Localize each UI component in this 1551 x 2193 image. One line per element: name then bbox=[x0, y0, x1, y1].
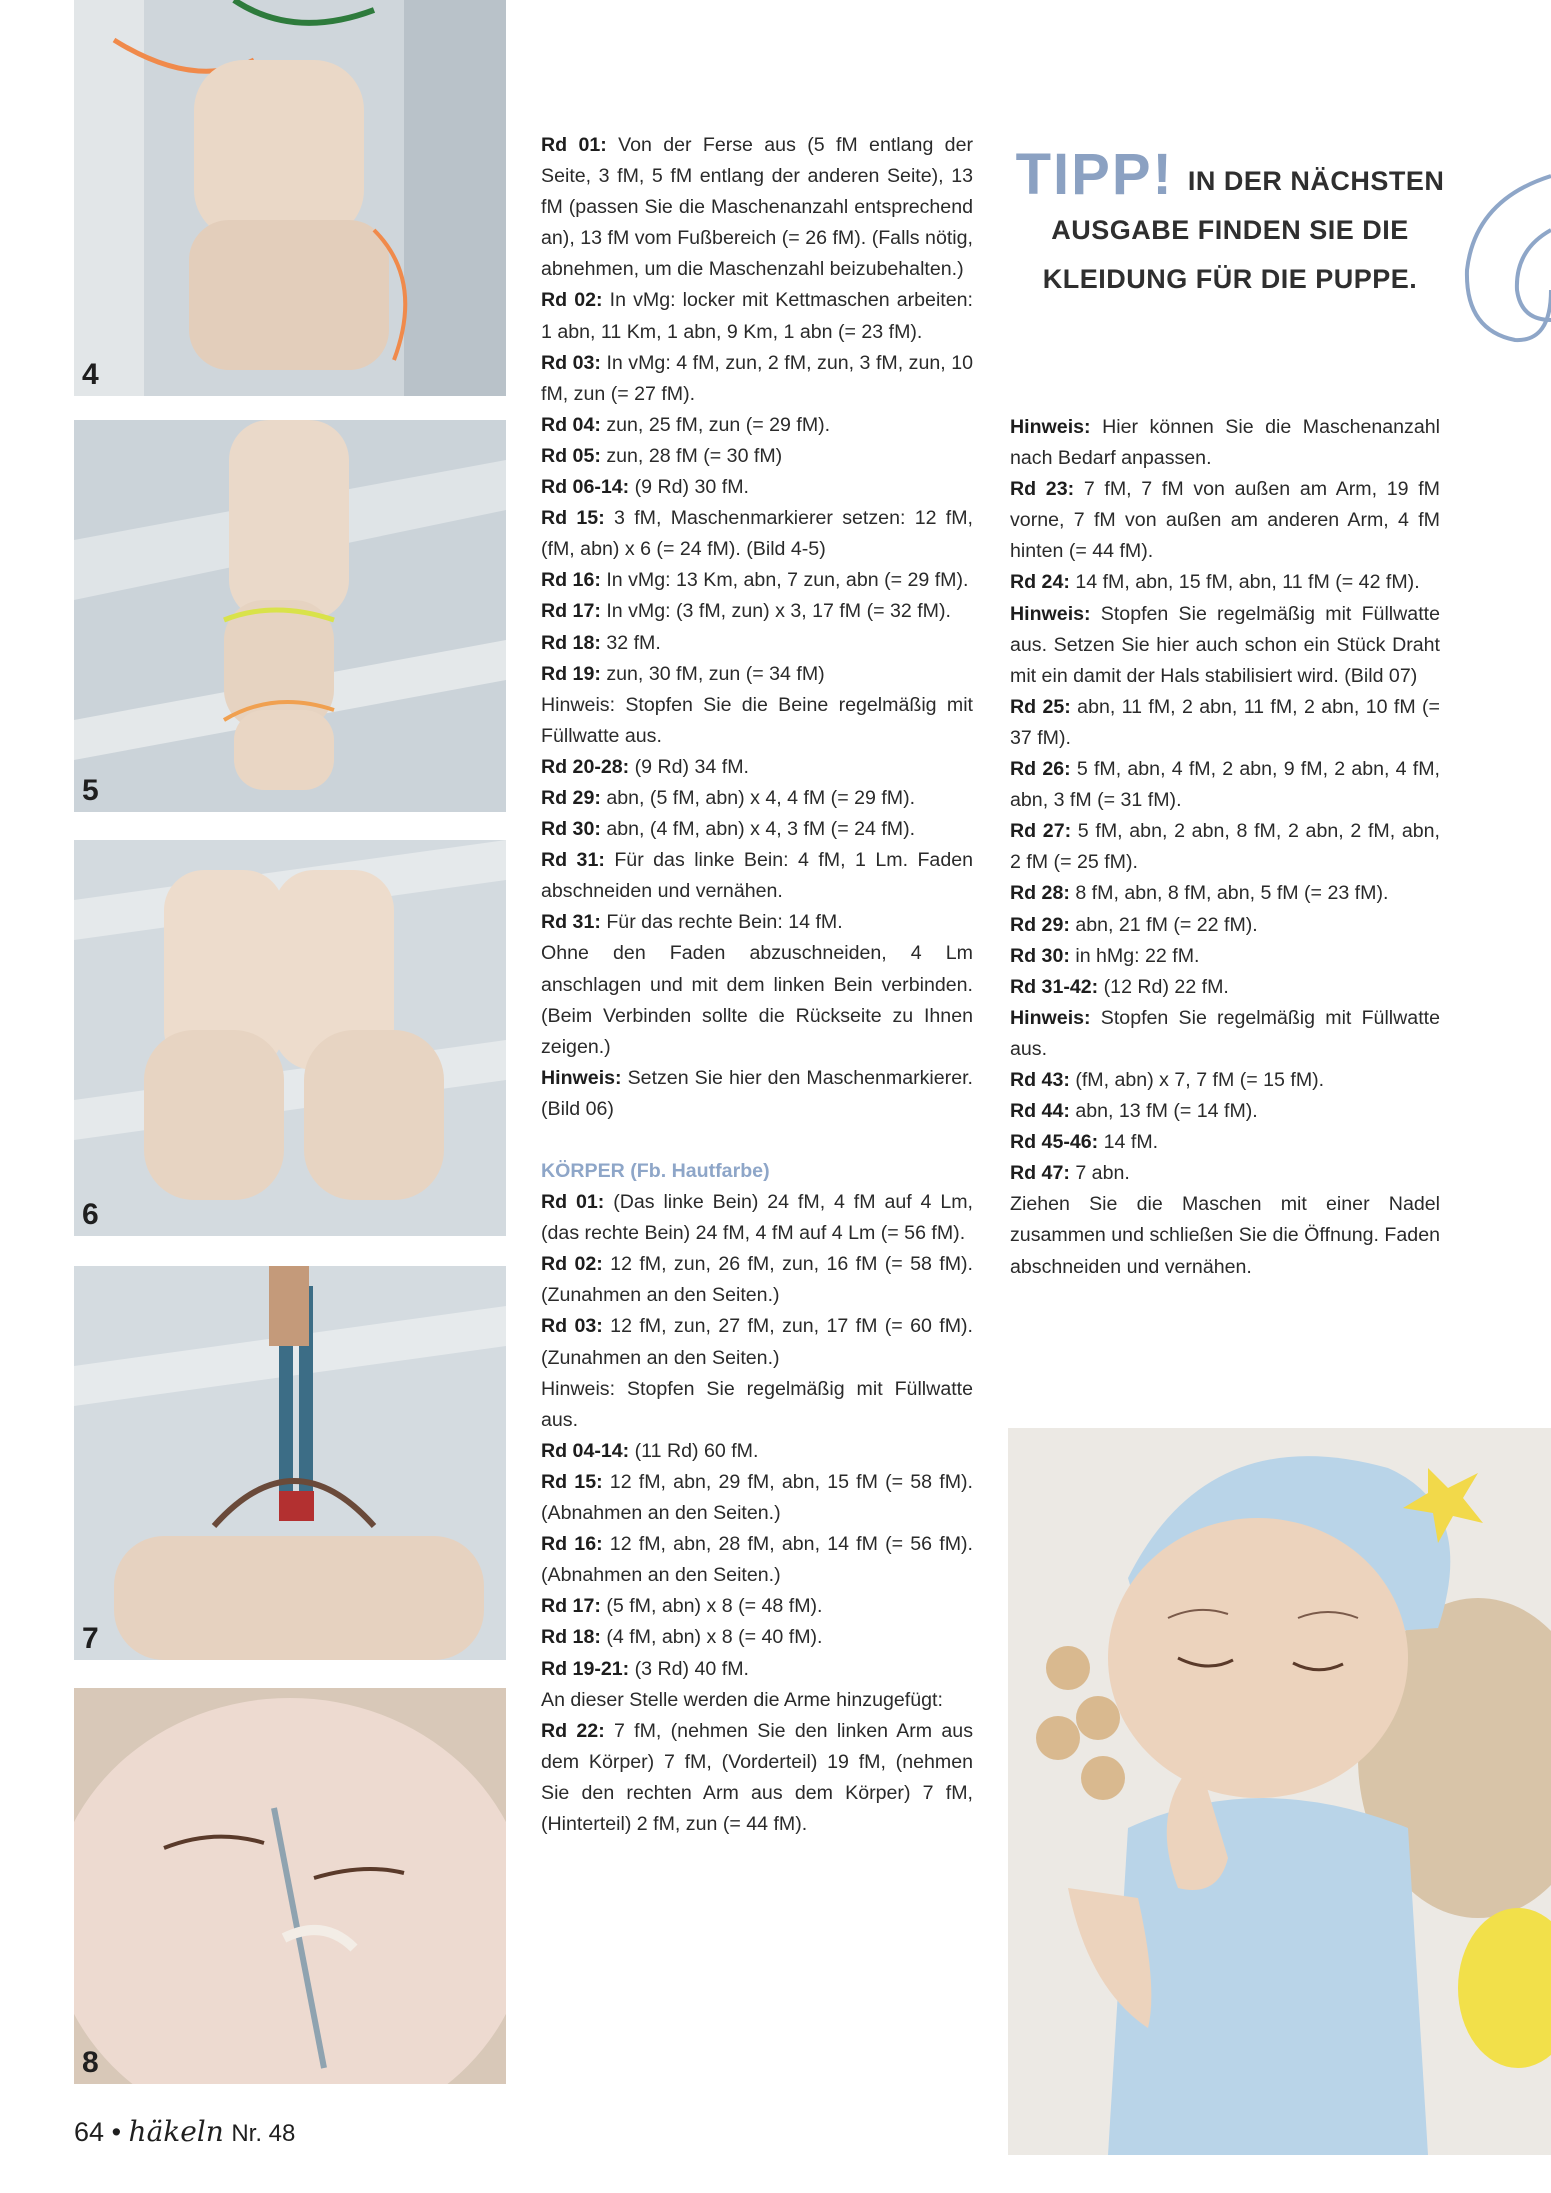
instruction-line bbox=[541, 472, 973, 503]
round-text: (11 Rd) 60 fM. bbox=[629, 1439, 759, 1462]
section-heading-body: KÖRPER (Fb. Hautfarbe) bbox=[541, 1160, 770, 1182]
instruction-line bbox=[541, 1622, 973, 1653]
round-label: Rd 20-28: bbox=[541, 755, 630, 778]
instruction-line bbox=[541, 503, 973, 565]
round-label: Rd 26: bbox=[1010, 758, 1071, 781]
round-label: Rd 02: bbox=[541, 289, 603, 312]
instruction-line bbox=[541, 565, 973, 596]
page-footer bbox=[74, 2115, 295, 2148]
round-label: Hinweis: bbox=[1010, 602, 1091, 625]
round-text: 12 fM, abn, 28 fM, abn, 14 fM (= 56 fM). (Abnahmen an den Seiten.) bbox=[541, 1533, 973, 1587]
instruction-line bbox=[1010, 1003, 1440, 1065]
round-label: Rd 29: bbox=[541, 786, 601, 809]
instruction-line bbox=[541, 1591, 973, 1622]
crochet-wire-photo bbox=[74, 1266, 506, 1660]
instruction-line bbox=[1010, 878, 1440, 909]
instruction-line bbox=[541, 1063, 973, 1125]
instruction-line bbox=[541, 1685, 973, 1716]
round-text: 5 fM, abn, 4 fM, 2 abn, 9 fM, 2 abn, 4 fM, abn, 3 fM (= 31 fM). bbox=[1010, 758, 1440, 812]
round-text: (9 Rd) 30 fM. bbox=[629, 476, 749, 499]
round-text: (9 Rd) 34 fM. bbox=[629, 755, 749, 778]
instruction-line bbox=[541, 1374, 973, 1436]
round-label: Rd 27: bbox=[1010, 820, 1072, 843]
step-photo-7 bbox=[74, 1266, 506, 1660]
round-label: Rd 28: bbox=[1010, 882, 1070, 905]
crochet-legs-photo bbox=[74, 840, 506, 1236]
round-label: Rd 29: bbox=[1010, 913, 1070, 936]
instruction-line bbox=[1010, 816, 1440, 878]
photo-number: 5 bbox=[82, 774, 99, 807]
round-label: Rd 19-21: bbox=[541, 1657, 630, 1680]
round-label: Rd 01: bbox=[541, 134, 607, 156]
round-text: (5 fM, abn) x 8 (= 48 fM). bbox=[600, 1595, 823, 1618]
instruction-line bbox=[541, 1716, 973, 1840]
round-text: abn, (5 fM, abn) x 4, 4 fM (= 29 fM). bbox=[600, 786, 916, 809]
instruction-line bbox=[1010, 1189, 1440, 1282]
tip-text: IN DER NÄCHSTEN bbox=[1187, 166, 1445, 196]
round-text: In vMg: 4 fM, zun, 2 fM, zun, 3 fM, zun, 10 fM, zun (= 27 fM). bbox=[541, 351, 974, 405]
round-label: Rd 03: bbox=[541, 1315, 603, 1338]
round-label: Rd 01: bbox=[541, 1191, 605, 1214]
instruction-line bbox=[1010, 972, 1440, 1003]
magazine-brand: häkeln bbox=[128, 2115, 224, 2148]
instruction-line bbox=[541, 938, 973, 1062]
instruction-line bbox=[1010, 754, 1440, 816]
instruction-column-middle bbox=[541, 130, 973, 1840]
round-label: Rd 30: bbox=[541, 818, 601, 841]
round-text: In vMg: locker mit Kettmaschen arbeiten: 1 abn, 11 Km, 1 abn, 9 Km, 1 abn (= 23 fM). bbox=[541, 289, 973, 343]
crochet-head-embroidery-photo bbox=[74, 1688, 506, 2084]
instruction-line bbox=[541, 130, 973, 285]
issue-number: Nr. 48 bbox=[231, 2120, 296, 2147]
tip-line-2: AUSGABE FINDEN SIE DIE bbox=[1051, 215, 1409, 245]
crochet-doll-illustration bbox=[1008, 1428, 1551, 2155]
round-text: zun, 30 fM, zun (= 34 fM) bbox=[600, 662, 825, 685]
instruction-line bbox=[541, 1311, 973, 1373]
tip-box bbox=[1010, 142, 1450, 304]
round-label: Rd 17: bbox=[541, 600, 601, 623]
round-text: abn, 11 fM, 2 abn, 11 fM, 2 abn, 10 fM (= 37 fM). bbox=[1010, 695, 1440, 749]
round-text: Hinweis: Stopfen Sie die Beine regelmäßig mit Füllwatte aus. bbox=[541, 693, 973, 747]
round-label: Hinweis: bbox=[541, 1066, 622, 1089]
decorative-swirl-icon bbox=[1455, 170, 1551, 350]
instruction-line bbox=[1010, 1096, 1440, 1127]
round-text: Setzen Sie hier den Maschenmarkierer. (Bild 06) bbox=[541, 1066, 973, 1120]
step-photo-5 bbox=[74, 420, 506, 812]
round-label: Hinweis: bbox=[1010, 1006, 1091, 1029]
crochet-leg-photo bbox=[74, 0, 506, 396]
round-text: In vMg: (3 fM, zun) x 3, 17 fM (= 32 fM). bbox=[600, 600, 951, 623]
round-label: Rd 31: bbox=[541, 849, 605, 872]
round-label: Rd 24: bbox=[1010, 571, 1070, 594]
round-label: Rd 04-14: bbox=[541, 1439, 630, 1462]
round-label: Hinweis: bbox=[1010, 416, 1091, 438]
photo-number: 7 bbox=[82, 1622, 99, 1655]
instruction-line bbox=[541, 1187, 973, 1249]
round-label: Rd 16: bbox=[541, 569, 601, 592]
instruction-line bbox=[541, 1436, 973, 1467]
round-text: abn, 13 fM (= 14 fM). bbox=[1069, 1100, 1258, 1123]
round-label: Rd 43: bbox=[1010, 1068, 1070, 1091]
footer-bullet: • bbox=[111, 2117, 122, 2147]
instruction-line bbox=[541, 348, 973, 410]
round-text: 12 fM, zun, 26 fM, zun, 16 fM (= 58 fM). (Zunahmen an den Seiten.) bbox=[541, 1253, 973, 1307]
step-photo-6 bbox=[74, 840, 506, 1236]
round-text: Ohne den Faden abzuschneiden, 4 Lm anschlagen und mit dem linken Bein verbinden. (Beim Verbinden sollte die Rückseite zu Ihnen zeigen.) bbox=[541, 942, 973, 1058]
round-text: 5 fM, abn, 2 abn, 8 fM, 2 abn, 2 fM, abn, 2 fM (= 25 fM). bbox=[1010, 820, 1440, 874]
round-label: Rd 17: bbox=[541, 1595, 601, 1618]
round-label: Rd 06-14: bbox=[541, 476, 630, 499]
round-label: Rd 23: bbox=[1010, 478, 1075, 501]
round-label: Rd 22: bbox=[541, 1719, 605, 1742]
round-text: abn, (4 fM, abn) x 4, 3 fM (= 24 fM). bbox=[600, 818, 916, 841]
round-text: Stopfen Sie regelmäßig mit Füllwatte aus. bbox=[1010, 1006, 1440, 1060]
instruction-line bbox=[541, 1529, 973, 1591]
round-label: Rd 47: bbox=[1010, 1162, 1070, 1185]
round-text: Für das linke Bein: 4 fM, 1 Lm. Faden abschneiden und vernähen. bbox=[541, 849, 974, 903]
finished-doll-photo bbox=[1008, 1428, 1551, 2155]
tip-line-3: KLEIDUNG FÜR DIE PUPPE. bbox=[1042, 264, 1418, 294]
tip-label: TIPP! bbox=[1015, 142, 1174, 207]
round-text: In vMg: 13 Km, abn, 7 zun, abn (= 29 fM). bbox=[600, 569, 969, 592]
instruction-line bbox=[541, 628, 973, 659]
instruction-line bbox=[541, 752, 973, 783]
instruction-column-right bbox=[1010, 412, 1440, 1283]
tip-line-1 bbox=[1010, 142, 1450, 207]
round-label: Rd 04: bbox=[541, 413, 601, 436]
instruction-line bbox=[1010, 910, 1440, 941]
instruction-line bbox=[1010, 474, 1440, 567]
round-label: Rd 18: bbox=[541, 631, 601, 654]
round-text: 8 fM, abn, 8 fM, abn, 5 fM (= 23 fM). bbox=[1069, 882, 1389, 905]
round-text: 7 fM, (nehmen Sie den linken Arm aus dem Körper) 7 fM, (Vorderteil) 19 fM, (nehmen Sie den rechten Arm aus dem Körper) 7 fM, (Hinterteil) 2 fM, zun (= 44 fM). bbox=[541, 1719, 973, 1835]
crochet-leg-photo bbox=[74, 420, 506, 812]
round-text: Hinweis: Stopfen Sie regelmäßig mit Füllwatte aus. bbox=[541, 1377, 973, 1431]
instruction-line bbox=[541, 285, 973, 347]
photo-number: 4 bbox=[82, 358, 99, 391]
instruction-line bbox=[541, 410, 973, 441]
round-text: (Das linke Bein) 24 fM, 4 fM auf 4 Lm, (das rechte Bein) 24 fM, 4 fM auf 4 Lm (= 56 fM). bbox=[541, 1191, 973, 1245]
instruction-line bbox=[541, 1249, 973, 1311]
round-label: Rd 31: bbox=[541, 911, 601, 934]
instruction-line bbox=[541, 814, 973, 845]
instruction-line bbox=[541, 783, 973, 814]
round-text: Stopfen Sie regelmäßig mit Füllwatte aus. Setzen Sie hier auch schon ein Stück Draht mit ein damit der Hals stabilisiert wird. (Bild 07) bbox=[1010, 602, 1440, 687]
round-text: 12 fM, abn, 29 fM, abn, 15 fM (= 58 fM). (Abnahmen an den Seiten.) bbox=[541, 1470, 973, 1525]
round-label: Rd 45-46: bbox=[1010, 1131, 1099, 1154]
instruction-line bbox=[1010, 599, 1440, 692]
round-label: Rd 19: bbox=[541, 662, 601, 685]
round-label: Rd 30: bbox=[1010, 944, 1070, 967]
instruction-line bbox=[1010, 1158, 1440, 1189]
instruction-line bbox=[1010, 692, 1440, 754]
round-text: 14 fM, abn, 15 fM, abn, 11 fM (= 42 fM). bbox=[1069, 571, 1420, 594]
round-label: Rd 15: bbox=[541, 507, 605, 530]
instruction-line bbox=[541, 1467, 973, 1529]
round-label: Rd 03: bbox=[541, 351, 601, 374]
instruction-line bbox=[1010, 1065, 1440, 1096]
instruction-line bbox=[1010, 941, 1440, 972]
instruction-line bbox=[1010, 1127, 1440, 1158]
round-text: 12 fM, zun, 27 fM, zun, 17 fM (= 60 fM). (Zunahmen an den Seiten.) bbox=[541, 1315, 973, 1369]
round-text: zun, 25 fM, zun (= 29 fM). bbox=[600, 413, 831, 436]
round-text: 3 fM, Maschenmarkierer setzen: 12 fM, (fM, abn) x 6 (= 24 fM). (Bild 4-5) bbox=[541, 507, 973, 561]
instruction-line bbox=[541, 659, 973, 690]
photo-number: 6 bbox=[82, 1198, 99, 1231]
round-label: Rd 02: bbox=[541, 1253, 603, 1276]
round-text: 7 abn. bbox=[1069, 1162, 1130, 1185]
page-number: 64 bbox=[74, 2117, 105, 2147]
instruction-line bbox=[541, 907, 973, 938]
round-text: abn, 21 fM (= 22 fM). bbox=[1069, 913, 1258, 936]
round-text: Hier können Sie die Maschenanzahl nach Bedarf anpassen. bbox=[1010, 416, 1440, 470]
round-label: Rd 15: bbox=[541, 1470, 603, 1493]
round-label: Rd 05: bbox=[541, 444, 601, 467]
instruction-line bbox=[541, 1654, 973, 1685]
round-label: Rd 31-42: bbox=[1010, 975, 1099, 998]
round-text: Ziehen Sie die Maschen mit einer Nadel zusammen und schließen Sie die Öffnung. Faden abschneiden und vernähen. bbox=[1010, 1193, 1440, 1278]
round-label: Rd 25: bbox=[1010, 695, 1071, 718]
step-photo-4 bbox=[74, 0, 506, 396]
round-text: (3 Rd) 40 fM. bbox=[629, 1657, 749, 1680]
round-text: 7 fM, 7 fM von außen am Arm, 19 fM vorne, 7 fM von außen am anderen Arm, 4 fM hinten (= 44 fM). bbox=[1010, 478, 1440, 563]
round-label: Rd 16: bbox=[541, 1533, 603, 1556]
round-text: (12 Rd) 22 fM. bbox=[1098, 975, 1229, 998]
round-text: in hMg: 22 fM. bbox=[1069, 944, 1200, 967]
round-text: zun, 28 fM (= 30 fM) bbox=[600, 444, 783, 467]
round-text: An dieser Stelle werden die Arme hinzugefügt: bbox=[541, 1688, 943, 1711]
round-text: 32 fM. bbox=[600, 631, 661, 654]
round-label: Rd 18: bbox=[541, 1626, 601, 1649]
instruction-line bbox=[541, 596, 973, 627]
round-text: (fM, abn) x 7, 7 fM (= 15 fM). bbox=[1069, 1068, 1325, 1091]
round-text: Von der Ferse aus (5 fM entlang der Seite, 3 fM, 5 fM entlang der anderen Seite), 13 fM (passen Sie die Maschenanzahl entsprechend an), 13 fM vom Fußbereich (= 26 fM). (Falls nötig, abnehmen, um die Maschenzahl beizubehalten.) bbox=[541, 134, 973, 281]
round-text: Für das rechte Bein: 14 fM. bbox=[600, 911, 843, 934]
instruction-line bbox=[1010, 412, 1440, 474]
instruction-line bbox=[541, 441, 973, 472]
photo-number: 8 bbox=[82, 2046, 99, 2079]
round-text: 14 fM. bbox=[1098, 1131, 1159, 1154]
instruction-line bbox=[541, 690, 973, 752]
instruction-line bbox=[541, 845, 973, 907]
round-label: Rd 44: bbox=[1010, 1100, 1070, 1123]
step-photo-8 bbox=[74, 1688, 506, 2084]
instruction-line bbox=[1010, 567, 1440, 598]
round-text: (4 fM, abn) x 8 (= 40 fM). bbox=[600, 1626, 823, 1649]
